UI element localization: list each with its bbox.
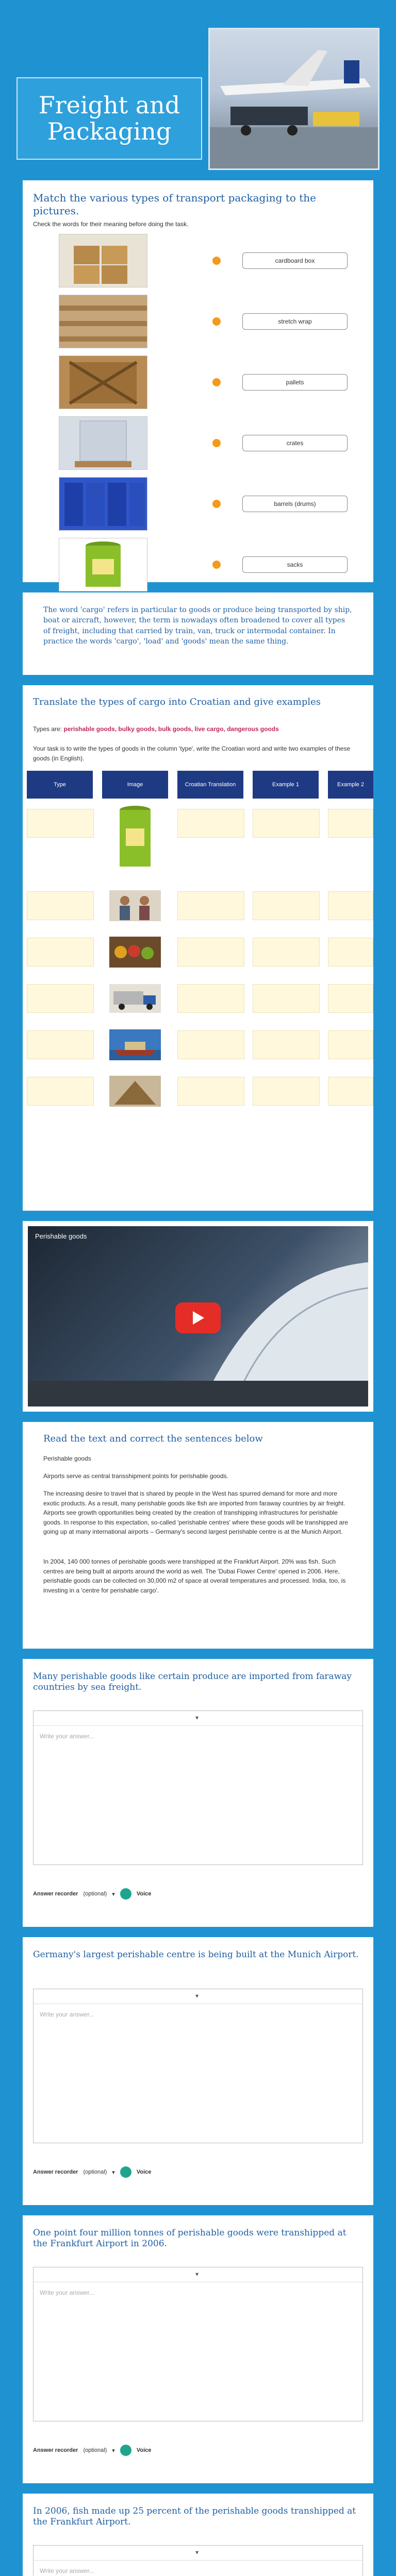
row-image xyxy=(109,984,161,1013)
crates-image xyxy=(59,355,147,409)
example-1-input[interactable] xyxy=(253,891,320,920)
ship-illustration xyxy=(109,1029,161,1060)
format-select-arrow[interactable]: ▾ xyxy=(195,1714,199,1721)
question-text: Many perishable goods like certain produce are imported from faraway countries by sea freight. xyxy=(33,1671,352,1693)
croatian-input[interactable] xyxy=(177,1030,244,1059)
table-row xyxy=(27,933,346,974)
match-instruction: Check the words for their meaning before doing the task. xyxy=(33,221,189,228)
recorder-optional: (optional) xyxy=(83,2169,107,2175)
intro-text: The word 'cargo' refers in particular to goods or produce being transported by ship, boat or aircraft, however, the term is nowadays often broadened to cover all types of freight, including that carried by train, van, truck or intermodal container. In practice the words 'cargo', 'load' and 'goods' mean the same thing. xyxy=(43,606,352,646)
recorder-label: Answer recorder xyxy=(33,2447,78,2453)
match-row xyxy=(59,234,348,287)
drag-handle[interactable] xyxy=(212,500,221,508)
translate-card xyxy=(23,685,373,1211)
play-icon xyxy=(191,1310,205,1326)
select-arrow[interactable]: ▾ xyxy=(112,1891,115,1897)
answer-field[interactable] xyxy=(33,2267,363,2421)
type-input[interactable] xyxy=(27,1030,94,1059)
example-2-input[interactable] xyxy=(328,809,373,838)
question-card xyxy=(23,2215,373,2483)
example-2-input[interactable] xyxy=(328,1077,373,1106)
type-input[interactable] xyxy=(27,984,94,1013)
row-image xyxy=(109,890,161,921)
drag-handle[interactable] xyxy=(212,257,221,265)
match-target-barrels[interactable]: barrels (drums) xyxy=(242,496,348,512)
answer-placeholder: Write your answer... xyxy=(40,1733,94,1740)
select-arrow[interactable]: ▾ xyxy=(112,2447,115,2454)
table-row xyxy=(27,979,346,1020)
answer-field[interactable] xyxy=(33,1710,363,1865)
croatian-input[interactable] xyxy=(177,938,244,967)
match-row xyxy=(59,416,348,470)
format-select-arrow[interactable]: ▾ xyxy=(195,1992,199,1999)
editor-toolbar xyxy=(34,1989,362,2004)
drag-handle[interactable] xyxy=(212,317,221,326)
table-row xyxy=(27,1072,346,1113)
format-select-arrow[interactable]: ▾ xyxy=(195,2549,199,2556)
airplane-illustration xyxy=(210,29,378,168)
croatian-input[interactable] xyxy=(177,809,244,838)
hero-banner xyxy=(0,0,396,180)
match-card xyxy=(23,180,373,582)
question-text: One point four million tonnes of perishable goods were transhipped at the Frankfurt Airport in 2006. xyxy=(33,2228,346,2249)
reading-p1: Airports serve as central transshipment points for perishable goods. xyxy=(43,1472,228,1480)
answer-field[interactable] xyxy=(33,2545,363,2576)
cardboard-box-illustration xyxy=(59,234,147,287)
example-1-input[interactable] xyxy=(253,809,320,838)
stretch-wrap-illustration xyxy=(59,417,147,469)
hero-title-box xyxy=(16,77,202,160)
record-icon[interactable] xyxy=(120,2166,131,2178)
type-input[interactable] xyxy=(27,891,94,920)
pallets-illustration xyxy=(59,295,147,348)
hero-airplane-image xyxy=(208,28,380,170)
answer-placeholder: Write your answer... xyxy=(40,2289,94,2296)
header-example-1: Example 1 xyxy=(253,771,319,799)
answer-placeholder: Write your answer... xyxy=(40,2567,94,2574)
translate-instruction: Your task is to write the types of goods in the column 'type', write the Croatian word and write two examples of these goods (in English). xyxy=(33,745,351,762)
header-image: Image xyxy=(102,771,168,799)
select-arrow[interactable]: ▾ xyxy=(112,2169,115,2176)
answer-recorder xyxy=(33,2444,151,2456)
table-row xyxy=(27,1025,346,1066)
intro-card xyxy=(23,592,373,675)
editor-toolbar xyxy=(34,2267,362,2282)
match-row xyxy=(59,477,348,531)
example-2-input[interactable] xyxy=(328,938,373,967)
barrels-illustration xyxy=(59,478,147,530)
voice-label: Voice xyxy=(136,1891,152,1897)
answer-placeholder: Write your answer... xyxy=(40,2011,94,2018)
type-input[interactable] xyxy=(27,938,94,967)
match-row xyxy=(59,295,348,348)
drum-image xyxy=(59,538,147,591)
wrapped-pallet-image xyxy=(59,416,147,470)
voice-label: Voice xyxy=(136,2447,152,2453)
match-target-sacks[interactable]: sacks xyxy=(242,556,348,573)
bulk-illustration xyxy=(109,1076,161,1107)
record-icon[interactable] xyxy=(120,1888,131,1900)
match-title: Match the various types of transport packaging to the pictures. xyxy=(33,192,316,217)
crate-illustration xyxy=(59,356,147,409)
video-title: Perishable goods xyxy=(35,1232,87,1240)
table-row xyxy=(27,886,346,927)
table-row xyxy=(27,804,346,881)
match-target-stretch-wrap[interactable]: stretch wrap xyxy=(242,313,348,330)
example-1-input[interactable] xyxy=(253,984,320,1013)
question-text: In 2006, fish made up 25 percent of the perishable goods transhipped at the Frankfurt Airport. xyxy=(33,2506,356,2528)
row-image xyxy=(109,1029,161,1060)
row-image xyxy=(114,804,156,871)
pallets-image xyxy=(59,295,147,348)
match-row xyxy=(59,538,348,591)
croatian-input[interactable] xyxy=(177,984,244,1013)
record-icon[interactable] xyxy=(120,2445,131,2456)
header-croatian: Croatian Translation xyxy=(177,771,243,799)
voice-label: Voice xyxy=(136,2169,152,2175)
type-input[interactable] xyxy=(27,1077,94,1106)
answer-recorder xyxy=(33,2166,151,2178)
video-player[interactable] xyxy=(28,1226,368,1406)
header-example-2: Example 2 xyxy=(328,771,373,799)
video-card xyxy=(23,1221,373,1412)
format-select-arrow[interactable]: ▾ xyxy=(195,2270,199,2278)
reading-title: Read the text and correct the sentences below xyxy=(43,1433,263,1444)
match-target-cardboard-box[interactable]: cardboard box xyxy=(242,252,348,269)
example-2-input[interactable] xyxy=(328,984,373,1013)
recorder-optional: (optional) xyxy=(83,1891,107,1897)
hero-title: Freight and xyxy=(38,91,180,120)
drag-handle[interactable] xyxy=(212,439,221,447)
reading-p3: In 2004, 140 000 tonnes of perishable goods were transhipped at the Frankfurt Airport. 20% was fish. Such centres are being built at airports around the world as well. The 'Dubai Flower Centre' opened in 2006. Here, perishable goods can be collected on 30,000 m2 of space at overall temperatures and processed. India, too, is investing in a 'centre for perishable cargo'. xyxy=(43,1558,346,1594)
example-1-input[interactable] xyxy=(253,1077,320,1106)
drag-handle[interactable] xyxy=(212,561,221,569)
croatian-input[interactable] xyxy=(177,1077,244,1106)
reading-p2: The increasing desire to travel that is shared by people in the West has spurred demand for more and more exotic products. As a result, many perishable goods like fish are imported from faraway countries by air freight. Airports see growth opportunities being created by the creation of transhipping infrastructures for perishable goods. In response to this expectation, so-called 'perishable centres' where these goods will be transhipped are going up at many international airports – Germany's second largest perishable centre is at the Munich Airport. xyxy=(43,1490,348,1536)
row-image xyxy=(109,1076,161,1107)
recorder-label: Answer recorder xyxy=(33,1891,78,1897)
drag-handle[interactable] xyxy=(212,378,221,386)
example-2-input[interactable] xyxy=(328,891,373,920)
type-input[interactable] xyxy=(27,809,94,838)
example-1-input[interactable] xyxy=(253,1030,320,1059)
answer-recorder xyxy=(33,1888,151,1900)
example-1-input[interactable] xyxy=(253,938,320,967)
reading-heading: Perishable goods xyxy=(43,1455,91,1462)
question-card xyxy=(23,1937,373,2205)
barrels-image xyxy=(59,477,147,531)
match-row xyxy=(59,355,348,409)
table-header-row xyxy=(27,771,364,799)
drum-illustration xyxy=(114,804,156,871)
recorder-label: Answer recorder xyxy=(33,2169,78,2175)
question-card xyxy=(23,2494,373,2576)
question-card xyxy=(23,1659,373,1927)
question-text: Germany's largest perishable centre is being built at the Munich Airport. xyxy=(33,1950,359,1960)
editor-toolbar xyxy=(34,2546,362,2561)
hero-subtitle: Packaging xyxy=(47,117,172,145)
people-illustration xyxy=(109,890,161,921)
reading-card xyxy=(23,1422,373,1649)
croatian-input[interactable] xyxy=(177,891,244,920)
row-image xyxy=(109,937,161,968)
answer-field[interactable] xyxy=(33,1989,363,2143)
editor-toolbar xyxy=(34,1711,362,1726)
match-target-pallets[interactable]: pallets xyxy=(242,374,348,391)
boxes-image xyxy=(59,234,147,287)
play-button[interactable] xyxy=(175,1302,221,1333)
fruit-illustration xyxy=(109,937,161,968)
drum-illustration xyxy=(59,538,147,591)
match-target-crates[interactable]: crates xyxy=(242,435,348,451)
types-label: Types are: xyxy=(33,725,64,733)
header-type: Type xyxy=(27,771,93,799)
recorder-optional: (optional) xyxy=(83,2447,107,2453)
translate-title: Translate the types of cargo into Croatian and give examples xyxy=(33,697,321,707)
example-2-input[interactable] xyxy=(328,1030,373,1059)
truck-illustration xyxy=(109,984,161,1013)
types-list: perishable goods, bulky goods, bulk goods, live cargo, dangerous goods xyxy=(63,725,279,733)
types-line xyxy=(33,724,363,734)
